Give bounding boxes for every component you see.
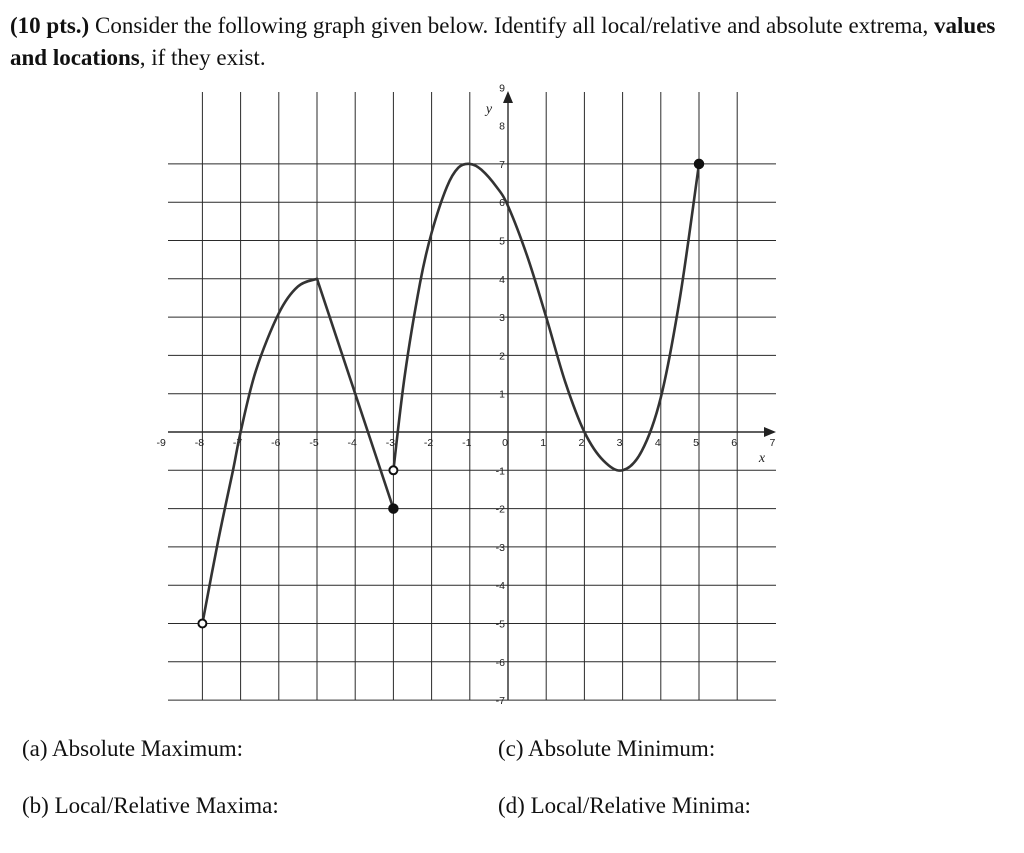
- x-tick-label: -3: [385, 437, 396, 449]
- x-tick-label: -7: [232, 437, 243, 449]
- curve-piece-1: [202, 279, 317, 624]
- y-axis-label: y: [485, 102, 493, 117]
- part-a-absolute-maximum: (a) Absolute Maximum:: [22, 736, 244, 761]
- question-body-1: Consider the following graph given below. Identify all local/relative and absolute extrema,: [89, 13, 935, 38]
- question-body-2: , if they exist.: [139, 45, 266, 70]
- x-tick-label: 0: [502, 437, 508, 449]
- x-tick-label: -6: [271, 437, 281, 449]
- x-tick-label: -2: [423, 437, 434, 449]
- y-tick-label: 8: [499, 120, 505, 133]
- y-tick-label: 1: [499, 388, 505, 401]
- x-tick-label: 6: [731, 437, 738, 449]
- x-tick-label: 5: [693, 437, 699, 449]
- y-tick-label: -2: [495, 503, 505, 516]
- y-tick-label: -6: [495, 656, 505, 669]
- y-tick-label: -7: [495, 695, 505, 708]
- x-tick-label: 2: [578, 437, 585, 449]
- question-emphasis: values and locations: [10, 13, 996, 70]
- part-d-local-minima: (d) Local/Relative Minima:: [498, 793, 751, 818]
- x-tick-label: -4: [347, 437, 357, 449]
- grid: [168, 92, 776, 700]
- closed-point: [389, 504, 398, 513]
- y-tick-label: -1: [495, 465, 505, 478]
- y-tick-label: 5: [499, 235, 505, 248]
- x-tick-label: -1: [462, 437, 472, 449]
- part-b-local-maxima: (b) Local/Relative Maxima:: [22, 793, 279, 818]
- x-tick-label: -5: [309, 437, 319, 449]
- x-tick-label: 4: [654, 437, 661, 449]
- x-tick-label: 3: [616, 437, 623, 449]
- y-tick-label: 3: [499, 312, 505, 325]
- y-tick-label: 9: [499, 82, 505, 95]
- x-axis-label: x: [758, 451, 766, 466]
- open-point: [389, 466, 397, 474]
- x-tick-label: 1: [540, 437, 547, 449]
- part-c-absolute-minimum: (c) Absolute Minimum:: [498, 736, 716, 761]
- closed-point: [695, 159, 704, 168]
- y-tick-label: 4: [499, 273, 505, 286]
- open-point: [198, 620, 206, 628]
- x-tick-label: -9: [156, 437, 166, 449]
- x-tick-label: -8: [194, 437, 205, 449]
- question-points: (10 pts.): [10, 13, 90, 38]
- x-tick-label: 7: [769, 437, 776, 449]
- y-tick-label: 7: [499, 158, 505, 171]
- x-axis-arrow: [764, 427, 776, 437]
- y-tick-label: -4: [495, 580, 505, 593]
- y-tick-label: -5: [495, 618, 505, 631]
- y-tick-label: 2: [499, 350, 505, 363]
- axes: [168, 91, 776, 700]
- y-tick-label: 6: [499, 197, 505, 210]
- y-tick-label: -3: [495, 541, 505, 554]
